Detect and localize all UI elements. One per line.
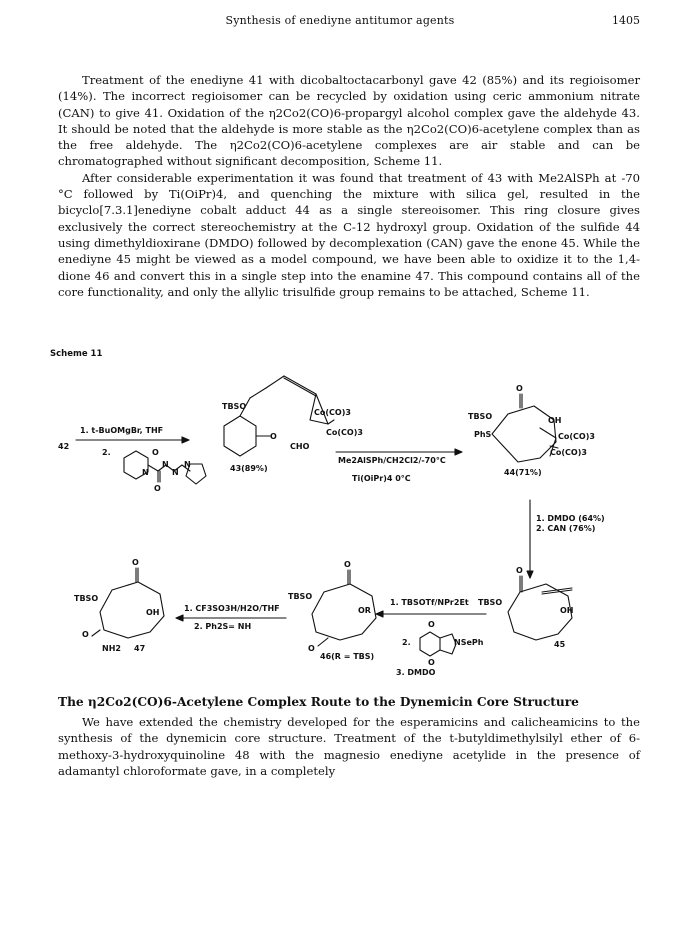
paragraph: After considerable experimentation it was found that treatment of 43 with Me2AlSPh at -70 °C followed by Ti(OiPr)4, and quenching the mixture with silica gel, resulted in the bicyclo[7.3.1]enediyne cobalt adduct 44 as a single stereoisomer. This ring closure gives exclusively the correct stereochemistry at the C-12 hydroxyl group. Oxidation of the sulfide 44 using dimethyldioxirane (DMDO) followed by decomplexation (CAN) gave the enone 45. While the enediyne 45 might be viewed as a model compound, we have been able to oxidize it to the 1,4-dione 46 and convert this in a single step into the enamine 47. This compound contains all of the core functionality, and only the allylic trisulfide group remains to be attached, Scheme 11.	[58, 170, 640, 299]
atom-label: NSePh	[454, 638, 484, 647]
reagent-label: 1. CF3SO3H/H2O/THF	[184, 604, 280, 613]
atom-label: O	[154, 484, 161, 493]
reagent-label: 1. DMDO (64%)	[536, 514, 605, 523]
atom-label: OH	[548, 416, 562, 425]
section-heading: The η2Co2(CO)6-Acetylene Complex Route to the Dynemicin Core Structure	[58, 695, 579, 709]
reaction-arrow-5	[176, 615, 286, 621]
atom-label: O	[428, 620, 435, 629]
atom-label: TBSO	[468, 412, 493, 421]
atom-label: O	[308, 644, 315, 653]
atom-label: O	[344, 560, 351, 569]
page-number: 1405	[612, 14, 640, 27]
running-title: Synthesis of enediyne antitumor agents	[225, 14, 455, 27]
atom-label: O	[132, 558, 139, 567]
reagent-label: 2.	[102, 448, 111, 457]
atom-label: O	[270, 432, 277, 441]
reagent-label: Me2AlSPh/CH2Cl2/-70°C	[338, 456, 446, 465]
compound-label-43: 43(89%)	[230, 464, 268, 473]
reagent-label: 2. CAN (76%)	[536, 524, 596, 533]
atom-label: O	[516, 384, 523, 393]
bicyclic-47	[92, 568, 164, 638]
atom-label: O	[428, 658, 435, 667]
phthalimide	[420, 632, 456, 656]
atom-label: Co(CO)3	[550, 448, 587, 457]
paragraph: We have extended the chemistry developed for the esperamicins and calicheamicins to the synthesis of the dynemicin core structure. Treatment of the t-butyldimethylsilyl ether of 6-methoxy-3-hydroxyquinoline 48 with the magnesio enediyne acetylide in the presence of adamantyl chloroformate gave, in a completely	[58, 715, 640, 778]
scheme-11	[44, 348, 656, 680]
compound-label-44: 44(71%)	[504, 468, 542, 477]
atom-label: O	[82, 630, 89, 639]
bicyclic-44	[492, 394, 558, 462]
reagent-label: 2.	[402, 638, 411, 647]
reaction-arrow-3	[527, 500, 533, 578]
page-header	[0, 14, 680, 34]
reagent-label: 1. t-BuOMgBr, THF	[80, 426, 164, 435]
compound-label-47: 47	[134, 644, 146, 653]
atom-label: N	[162, 460, 169, 469]
atom-label: O	[516, 566, 523, 575]
atom-label: Co(CO)3	[326, 428, 363, 437]
compound-label-45: 45	[554, 640, 566, 649]
reaction-arrow-4	[376, 611, 486, 617]
paragraph: Treatment of the enediyne 41 with dicobaltoctacarbonyl gave 42 (85%) and its regioisomer (14%). The incorrect regioisomer can be recycled by oxidation using ceric ammonium nitrate (CAN) to give 41. Oxidation of the η2Co2(CO)6-propargyl alcohol complex gave the aldehyde 43. It should be noted that the aldehyde is more stable as the η2Co2(CO)6-acetylene complex than as the free aldehyde. The η2Co2(CO)6-acetylene complexes are air stable and can be chromatographed without significant decomposition, Scheme 11.	[58, 73, 640, 169]
atom-label: TBSO	[74, 594, 99, 603]
atom-label: OR	[358, 606, 371, 615]
atom-label: TBSO	[222, 402, 247, 411]
reagent-label: 3. DMDO	[396, 668, 436, 677]
reaction-arrow-2	[336, 449, 462, 455]
reagent-label: Ti(OiPr)4 0°C	[352, 474, 411, 483]
atom-label: TBSO	[478, 598, 503, 607]
atom-label: Co(CO)3	[558, 432, 595, 441]
atom-label: Co(CO)3	[314, 408, 351, 417]
compound-label-42: 42	[58, 442, 70, 451]
body-text-top	[58, 72, 640, 300]
reaction-arrow-1	[76, 437, 189, 443]
atom-label: N	[172, 468, 179, 477]
atom-label: TBSO	[288, 592, 313, 601]
compound-label-46: 46(R = TBS)	[320, 652, 375, 661]
reagent-label: 2. Ph2S= NH	[194, 622, 252, 631]
atom-label: OH	[146, 608, 160, 617]
atom-label: NH2	[102, 644, 121, 653]
atom-label: O	[152, 448, 159, 457]
atom-label: N	[184, 460, 191, 469]
scheme-title: Scheme 11	[50, 349, 103, 359]
body-text-bottom	[58, 714, 640, 779]
atom-label: N	[142, 468, 149, 477]
atom-label: CHO	[290, 442, 310, 451]
reagent-label: 1. TBSOTf/NPr2Et	[390, 598, 469, 607]
atom-label: PhS	[474, 430, 492, 439]
atom-label: OH	[560, 606, 574, 615]
